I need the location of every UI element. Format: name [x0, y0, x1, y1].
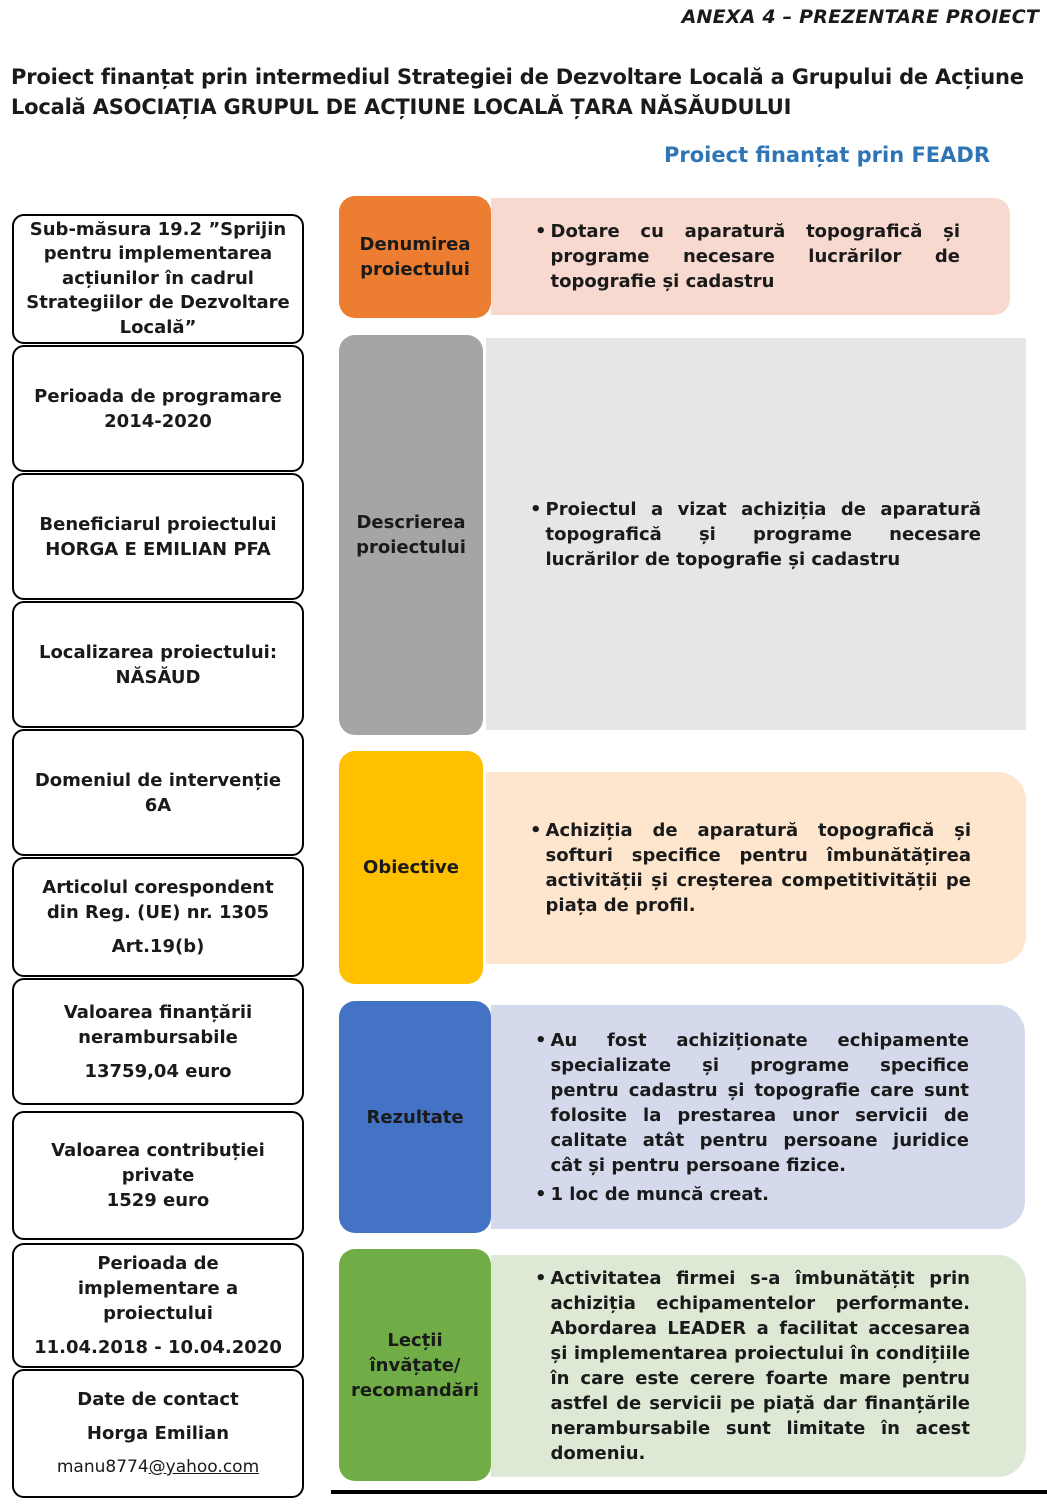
- bullet-marker: •: [530, 498, 542, 520]
- intervention-domain-value: 6A: [144, 794, 172, 816]
- lessons-bullet: [535, 1266, 970, 1466]
- beneficiary-value: HORGA E EMILIAN PFA: [45, 538, 271, 560]
- project-name-text: Dotare cu aparatură topografică și programe necesare lucrărilor de topografie și cadastru: [550, 221, 960, 292]
- implementation-period-value: 11.04.2018 - 10.04.2020: [34, 1337, 282, 1358]
- lessons-category-label: Lecții învățate/ recomandări: [351, 1329, 479, 1401]
- project-description-text: Proiectul a vizat achiziția de aparatură topografică și programe necesare lucrărilor de topografie și cadastru: [545, 498, 981, 570]
- beneficiary-box: [12, 473, 304, 600]
- private-contribution-box: [12, 1111, 304, 1240]
- article-label: Articolul corespondent din Reg. (UE) nr. 1305: [42, 877, 274, 923]
- results-text-1: Au fost achiziționate echipamente specializate și programe specifice pentru cadastru și topografie care sunt folosite la prestarea unor servicii de calitate atât pentru persoane juridice cât și pentru persoane fizice.: [550, 1029, 969, 1176]
- implementation-period-box: [12, 1243, 304, 1368]
- funding-label: Valoarea finanțării nerambursabile: [63, 1001, 253, 1048]
- intervention-domain-label: Domeniul de intervenție: [34, 769, 282, 791]
- results-category: [339, 1001, 491, 1233]
- private-contribution-label: Valoarea contribuției private: [51, 1140, 265, 1186]
- project-description-category: [339, 335, 483, 735]
- lessons-content: [491, 1255, 1026, 1477]
- programming-period-value: 2014-2020: [104, 410, 212, 432]
- contact-email[interactable]: [57, 1455, 259, 1480]
- implementation-period-label: Perioada de implementare a proiectului: [77, 1253, 239, 1324]
- programming-period-label: Perioada de programare: [34, 385, 282, 407]
- objectives-content: [486, 772, 1026, 964]
- project-description-category-label: Descrierea proiectului: [356, 512, 466, 558]
- objectives-category-label: Obiective: [363, 857, 459, 878]
- beneficiary-label: Beneficiarul proiectului: [39, 513, 277, 535]
- contact-label: Date de contact: [77, 1389, 239, 1410]
- results-bullet-1: [535, 1028, 969, 1178]
- intervention-domain-box: [12, 729, 304, 856]
- annex-heading: ANEXA 4 – PREZENTARE PROIECT: [681, 6, 1039, 28]
- location-label: Localizarea proiectului:: [38, 641, 278, 663]
- objectives-text: Achiziția de aparatură topografică și softuri specifice pentru îmbunătățirea activității și creșterea competitivității pe piața de profil.: [545, 820, 971, 916]
- project-name-bullet: [535, 219, 960, 294]
- submeasure-box: [12, 214, 304, 344]
- contact-email-domain: @yahoo.com: [148, 1457, 260, 1477]
- objectives-bullet: [530, 818, 971, 918]
- funding-value-box: [12, 978, 304, 1105]
- private-contribution-value: 1529 euro: [106, 1190, 210, 1211]
- project-description-content: [486, 338, 1026, 730]
- bullet-marker: •: [535, 1268, 547, 1289]
- bullet-marker: •: [535, 1183, 547, 1205]
- project-description-bullet: [530, 497, 981, 572]
- project-name-content: [491, 198, 1010, 315]
- contact-box: [12, 1369, 304, 1498]
- bullet-marker: •: [535, 221, 547, 242]
- results-text-2: 1 loc de muncă creat.: [550, 1183, 769, 1205]
- objectives-category: [339, 751, 483, 984]
- project-name-category: [339, 196, 491, 318]
- programming-period-box: [12, 345, 304, 472]
- funding-value: 13759,04 euro: [84, 1060, 232, 1082]
- bullet-marker: •: [535, 1029, 547, 1051]
- lessons-text: Activitatea firmei s-a îmbunătățit prin achiziția echipamentelor performante. Abordarea LEADER a facilitat accesarea și implementarea proiectului în condițiile în care este cerere foarte mare pentru astfel de servicii pe piață dar finanțările nerambursabile sunt limitate în acest domeniu.: [550, 1268, 970, 1464]
- results-category-label: Rezultate: [366, 1106, 464, 1128]
- article-box: [12, 857, 304, 977]
- title-line-1: Proiect finanțat prin intermediul Strategiei de Dezvoltare Locală a Grupului de Acțiune: [11, 65, 1024, 89]
- funded-by-label: Proiect finanțat prin FEADR: [664, 143, 991, 167]
- location-value: NĂSĂUD: [115, 666, 201, 688]
- results-bullet-2: [535, 1182, 969, 1207]
- bottom-divider: [331, 1490, 1047, 1494]
- title-line-2: Locală ASOCIAȚIA GRUPUL DE ACȚIUNE LOCALĂ ȚARA NĂSĂUDULUI: [11, 95, 792, 119]
- contact-name: Horga Emilian: [86, 1423, 230, 1444]
- lessons-category: [339, 1249, 491, 1481]
- contact-email-user: manu8774: [56, 1457, 149, 1477]
- submeasure-text: Sub-măsura 19.2 ”Sprijin pentru implementarea acțiunilor în cadrul Strategiilor de Dezvoltare Locală”: [26, 218, 290, 338]
- location-box: [12, 601, 304, 728]
- page-title: [11, 62, 1041, 122]
- results-content: [491, 1005, 1025, 1229]
- article-value: Art.19(b): [111, 936, 205, 957]
- bullet-marker: •: [530, 820, 542, 841]
- project-name-category-label: Denumirea proiectului: [359, 234, 471, 280]
